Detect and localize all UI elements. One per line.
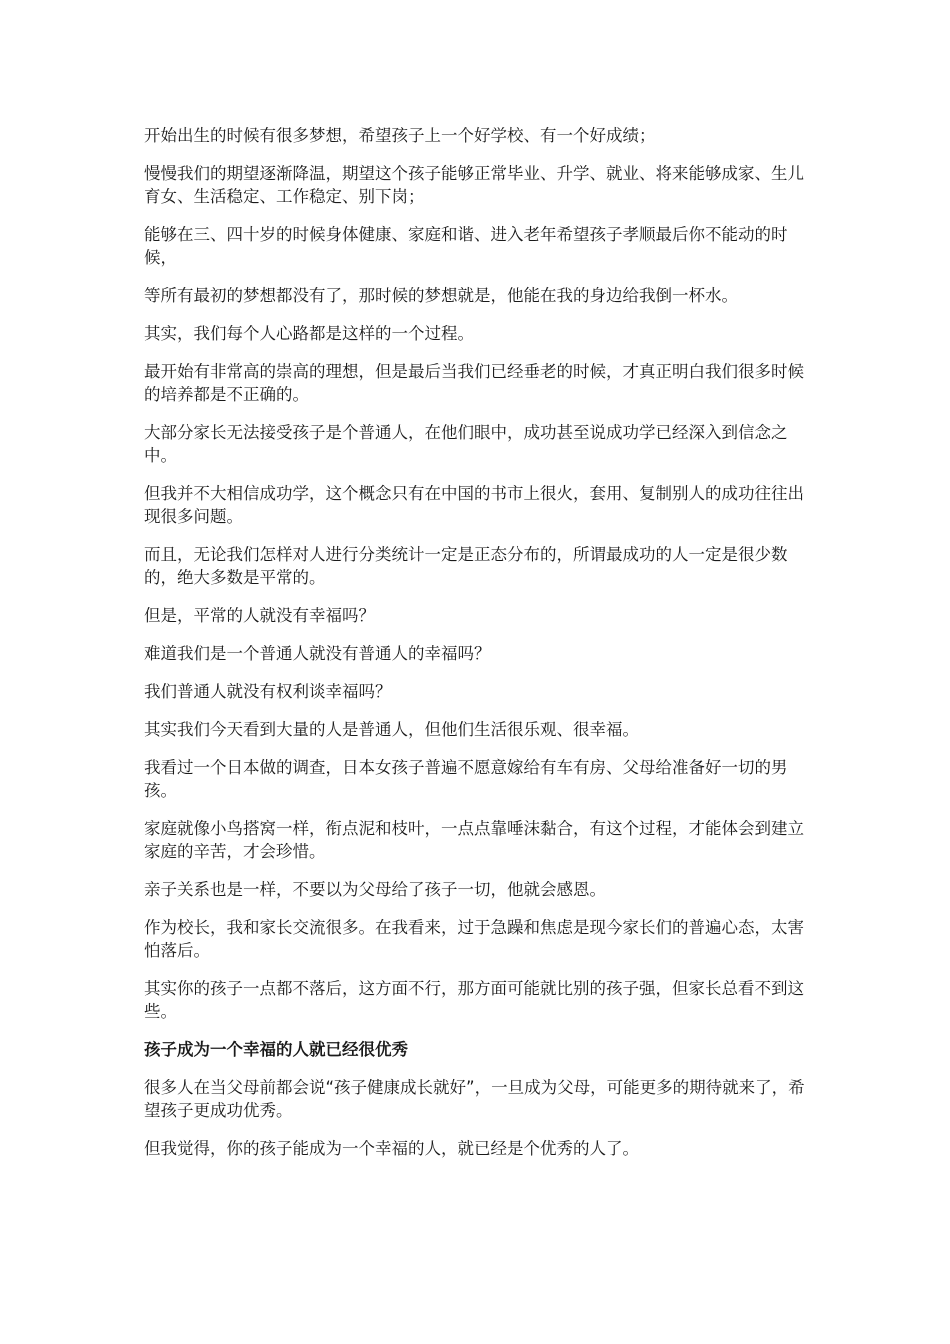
body-paragraph: 大部分家长无法接受孩子是个普通人，在他们眼中，成功甚至说成功学已经深入到信念之中。 [144, 423, 788, 465]
body-paragraph: 亲子关系也是一样，不要以为父母给了孩子一切，他就会感恩。 [144, 880, 606, 899]
body-paragraph: 作为校长，我和家长交流很多。在我看来，过于急躁和焦虑是现今家长们的普遍心态，太害怕落后。 [144, 918, 804, 960]
body-paragraph: 能够在三、四十岁的时候身体健康、家庭和谐、进入老年希望孩子孝顺最后你不能动的时候， [144, 225, 788, 267]
body-paragraph: 慢慢我们的期望逐渐降温，期望这个孩子能够正常毕业、升学、就业、将来能够成家、生儿育女、生活稳定、工作稳定、别下岗； [144, 164, 804, 206]
body-paragraph: 但是，平常的人就没有幸福吗？ [144, 606, 375, 625]
body-paragraph: 开始出生的时候有很多梦想，希望孩子上一个好学校、有一个好成绩； [144, 126, 656, 145]
body-paragraph: 我看过一个日本做的调查，日本女孩子普遍不愿意嫁给有车有房、父母给准备好一切的男孩。 [144, 758, 788, 800]
body-paragraph: 其实，我们每个人心路都是这样的一个过程。 [144, 324, 474, 343]
body-paragraph: 其实我们今天看到大量的人是普通人，但他们生活很乐观、很幸福。 [144, 720, 639, 739]
body-paragraph: 而且，无论我们怎样对人进行分类统计一定是正态分布的，所谓最成功的人一定是很少数的，绝大多数是平常的。 [144, 545, 788, 587]
section-heading: 孩子成为一个幸福的人就已经很优秀 [144, 1040, 408, 1059]
body-paragraph: 但我并不大相信成功学，这个概念只有在中国的书市上很火，套用、复制别人的成功往往出现很多问题。 [144, 484, 804, 526]
document-body [144, 124, 812, 1175]
body-paragraph: 最开始有非常高的崇高的理想，但是最后当我们已经垂老的时候，才真正明白我们很多时候的培养都是不正确的。 [144, 362, 804, 404]
body-paragraph: 等所有最初的梦想都没有了，那时候的梦想就是，他能在我的身边给我倒一杯水。 [144, 286, 738, 305]
body-paragraph: 家庭就像小鸟搭窝一样，衔点泥和枝叶，一点点靠唾沫黏合，有这个过程，才能体会到建立家庭的辛苦，才会珍惜。 [144, 819, 804, 861]
body-paragraph: 其实你的孩子一点都不落后，这方面不行，那方面可能就比别的孩子强，但家长总看不到这些。 [144, 979, 804, 1021]
body-paragraph: 很多人在当父母前都会说“孩子健康成长就好”，一旦成为父母，可能更多的期待就来了，希望孩子更成功优秀。 [144, 1078, 805, 1120]
body-paragraph: 难道我们是一个普通人就没有普通人的幸福吗？ [144, 644, 491, 663]
body-paragraph: 我们普通人就没有权利谈幸福吗？ [144, 682, 392, 701]
body-paragraph: 但我觉得，你的孩子能成为一个幸福的人，就已经是个优秀的人了。 [144, 1139, 639, 1158]
